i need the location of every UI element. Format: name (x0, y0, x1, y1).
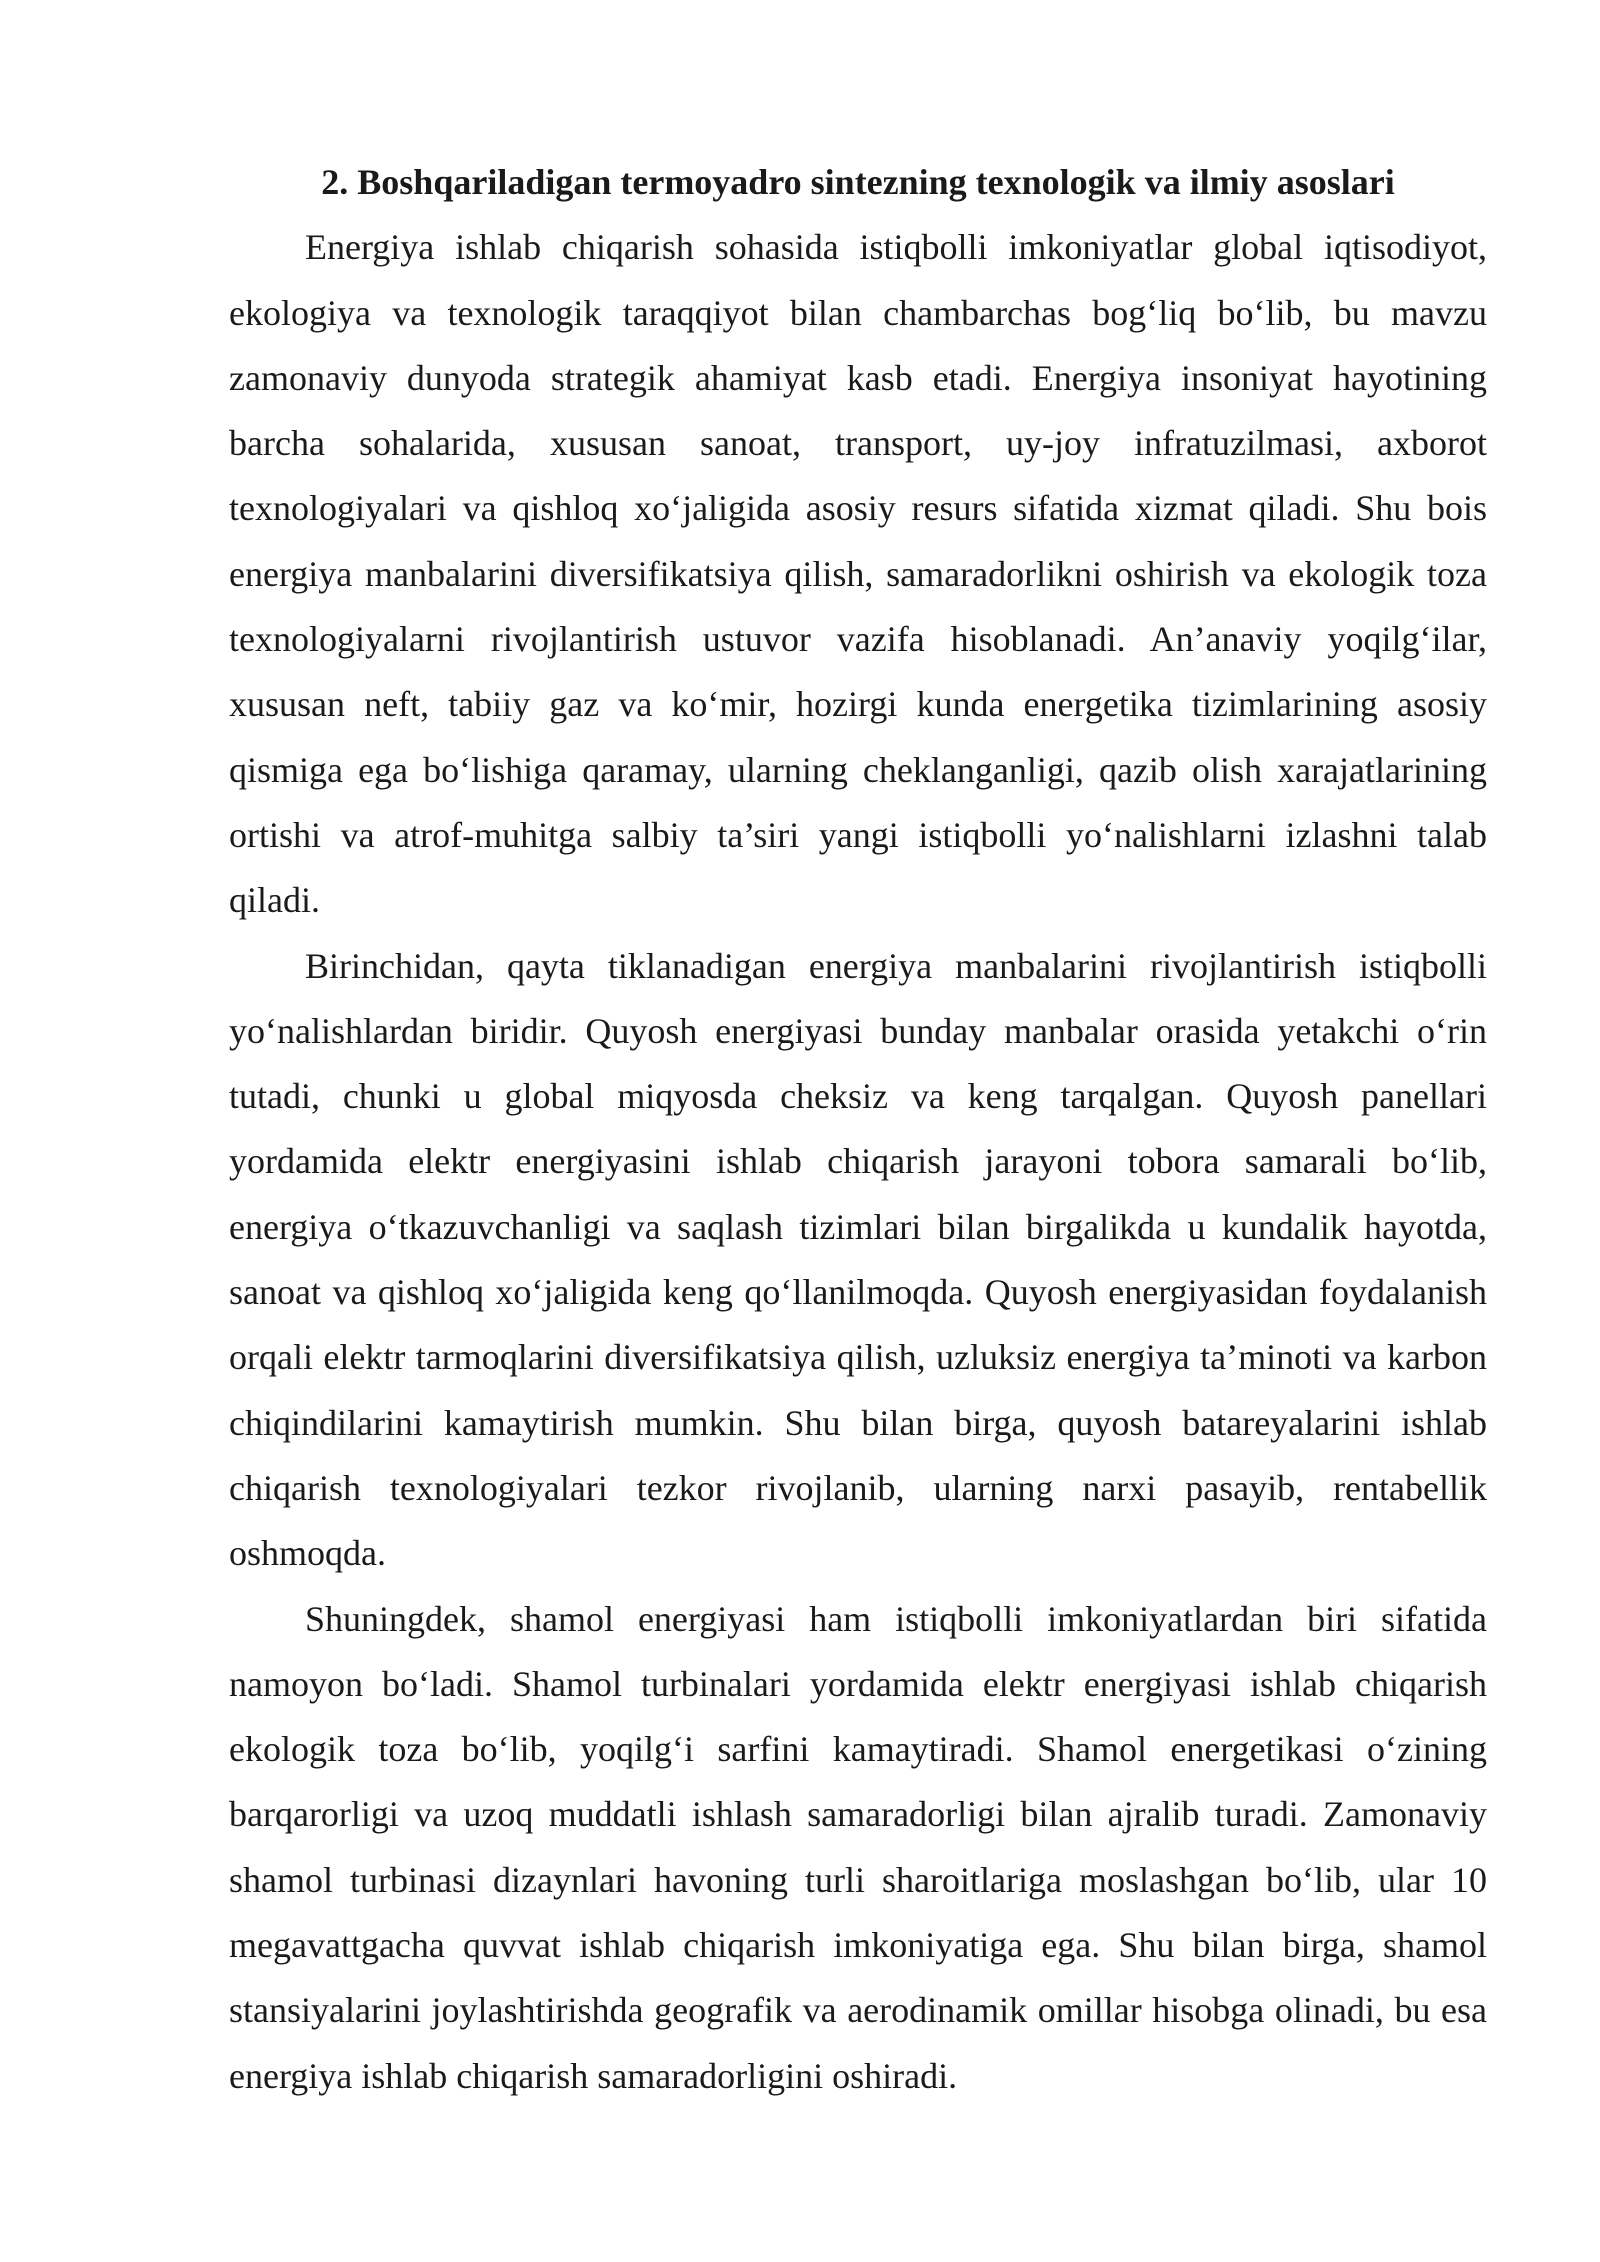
paragraph-energy-prospects: Energiya ishlab chiqarish sohasida istiqbolli imkoniyatlar global iqtisodiyot, ekologiya va texnologik taraqqiyot bilan chambarchas bog‘liq bo‘lib, bu mavzu zamonaviy dunyoda strategik ahamiyat kasb etadi. Energiya insoniyat hayotining barcha sohalarida, xususan sanoat, transport, uy-joy infratuzilmasi, axborot texnologiyalari va qishloq xo‘jaligida asosiy resurs sifatida xizmat qiladi. Shu bois energiya manbalarini diversifikatsiya qilish, samaradorlikni oshirish va ekologik toza texnologiyalarni rivojlantirish ustuvor vazifa hisoblanadi. An’anaviy yoqilg‘ilar, xususan neft, tabiiy gaz va ko‘mir, hozirgi kunda energetika tizimlarining asosiy qismiga ega bo‘lishiga qaramay, ularning cheklanganligi, qazib olish xarajatlarining ortishi va atrof-muhitga salbiy ta’siri yangi istiqbolli yo‘nalishlarni izlashni talab qiladi. (229, 227, 1487, 921)
document-body (229, 150, 1487, 2109)
paragraph-solar-energy: Birinchidan, qayta tiklanadigan energiya manbalarini rivojlantirish istiqbolli yo‘nalishlardan biridir. Quyosh energiyasi bunday manbalar orasida yetakchi o‘rin tutadi, chunki u global miqyosda cheksiz va keng tarqalgan. Quyosh panellari yordamida elektr energiyasini ishlab chiqarish jarayoni tobora samarali bo‘lib, energiya o‘tkazuvchanligi va saqlash tizimlari bilan birgalikda u kundalik hayotda, sanoat va qishloq xo‘jaligida keng qo‘llanilmoqda. Quyosh energiyasidan foydalanish orqali elektr tarmoqlarini diversifikatsiya qilish, uzluksiz energiya ta’minoti va karbon chiqindilarini kamaytirish mumkin. Shu bilan birga, quyosh batareyalarini ishlab chiqarish texnologiyalari tezkor rivojlanib, ularning narxi pasayib, rentabellik oshmoqda. (229, 945, 1487, 1574)
section-heading: 2. Boshqariladigan termoyadro sintezning texnologik va ilmiy asoslari (321, 162, 1395, 202)
paragraph-wind-energy: Shuningdek, shamol energiyasi ham istiqbolli imkoniyatlardan biri sifatida namoyon bo‘ladi. Shamol turbinalari yordamida elektr energiyasi ishlab chiqarish ekologik toza bo‘lib, yoqilg‘i sarfini kamaytiradi. Shamol energetikasi o‘zining barqarorligi va uzoq muddatli ishlash samaradorligi bilan ajralib turadi. Zamonaviy shamol turbinasi dizaynlari havoning turli sharoitlariga moslashgan bo‘lib, ular 10 megavattgacha quvvat ishlab chiqarish imkoniyatiga ega. Shu bilan birga, shamol stansiyalarini joylashtirishda geografik va aerodinamik omillar hisobga olinadi, bu esa energiya ishlab chiqarish samaradorligini oshiradi. (229, 1598, 1487, 2096)
